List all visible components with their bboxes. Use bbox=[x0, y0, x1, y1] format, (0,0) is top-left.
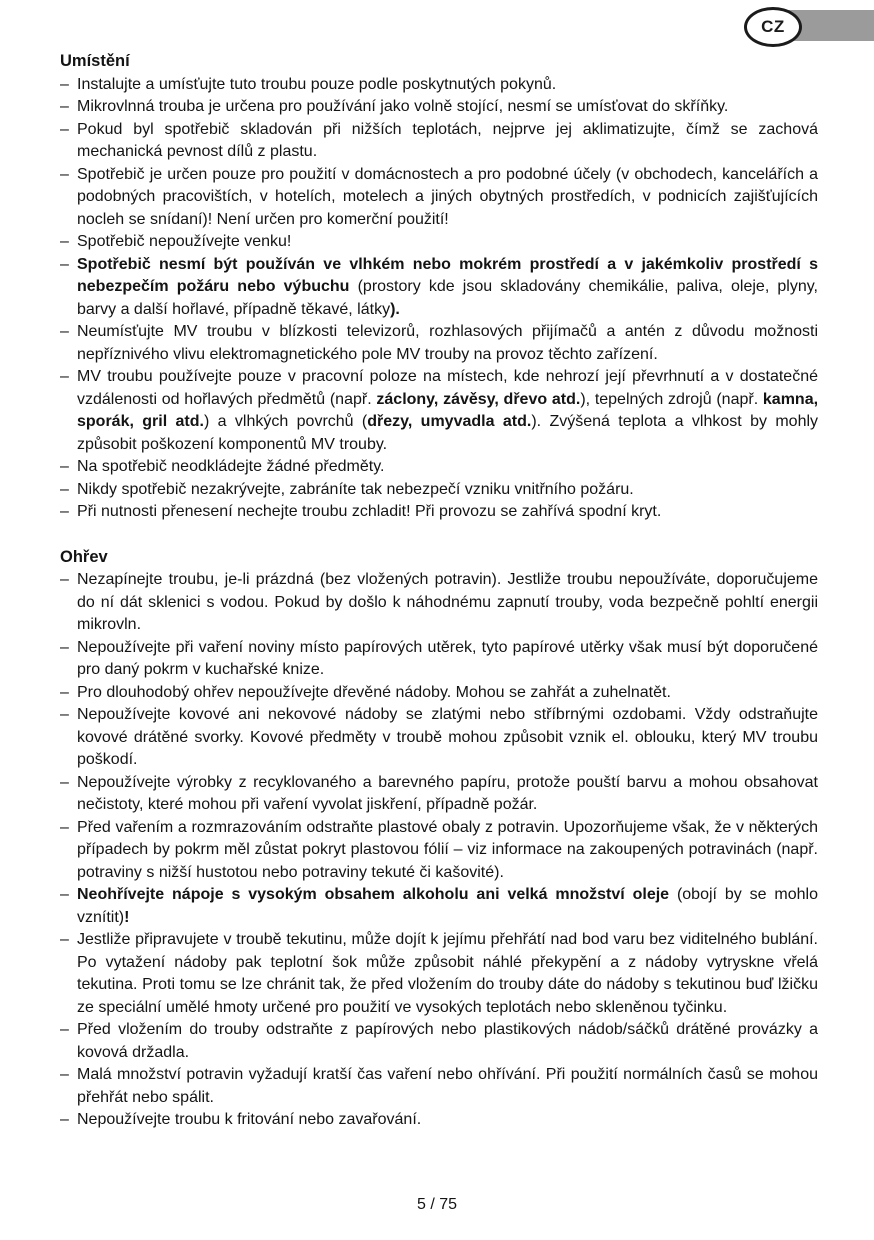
section-heading: Ohřev bbox=[60, 547, 108, 566]
text-segment: MV troubu používejte pouze v pracovní poloze na místech, kde nehrozí její převrhnutí a v dostatečné vzdálenosti od hořlavých předmětů (např. bbox=[77, 368, 818, 408]
item-text bbox=[77, 1019, 818, 1064]
section-umisteni bbox=[60, 50, 818, 524]
list-item bbox=[60, 119, 818, 164]
item-text bbox=[77, 1109, 818, 1132]
page-footer bbox=[0, 1196, 874, 1214]
text-segment: Nepoužívejte troubu k fritování nebo zavařování. bbox=[77, 1111, 422, 1128]
bullet-dash: – bbox=[60, 706, 69, 723]
text-segment: záclony, závěsy, dřevo atd. bbox=[376, 390, 581, 408]
item-text bbox=[77, 569, 818, 637]
text-segment: Spotřebič je určen pouze pro použití v domácnostech a pro podobné účely (v obchodech, kancelářích a podobných pracovištích, v hotelích, motelech a jiných obytných prostředích, v podnicích zajišťujících nocleh se snídaní)! Není určen pro komerční použití! bbox=[77, 165, 818, 228]
list-item bbox=[60, 164, 818, 232]
text-segment: Jestliže připravujete v troubě tekutinu, může dojít k jejímu přehřátí nad bod varu bez viditelného bublání. Po vytažení nádoby pak teplotní šok může způsobit náhlé překypění a z nádoby vytryskne vřelá tekutina. Proti tomu se lze chránit tak, že před vložením do trouby dáte do nádoby s tekutinou buď lžičku ze speciální umělé hmoty určené pro použití ve vysokých teplotách nebo skleněnou tyčinku. bbox=[77, 931, 818, 1016]
text-segment: Nepoužívejte při vaření noviny místo papírových utěrek, tyto papírové utěrky však musí být doporučené pro daný pokrm v kuchařské knize. bbox=[77, 638, 818, 678]
bullet-dash: – bbox=[60, 931, 69, 948]
text-segment: Nikdy spotřebič nezakrývejte, zabráníte tak nebezpečí vzniku vnitřního požáru. bbox=[77, 480, 634, 498]
item-text bbox=[77, 1064, 818, 1109]
bullet-dash: – bbox=[60, 638, 69, 656]
bullet-dash: – bbox=[60, 1021, 69, 1038]
language-badge bbox=[744, 7, 802, 47]
text-segment: Instalujte a umísťujte tuto troubu pouze podle poskytnutých pokynů. bbox=[77, 75, 557, 93]
text-segment: Nezapínejte troubu, je-li prázdná (bez vložených potravin). Jestliže troubu nepoužíváte, doporučujeme do ní dát sklenici s vodou. Pokud by došlo k náhodnému zapnutí trouby, voda bezpečně pohltí energii mikrovln. bbox=[77, 571, 818, 633]
text-segment: kamna, sporák, gril atd. bbox=[77, 390, 819, 430]
text-segment: ) a vlhkých povrchů ( bbox=[203, 413, 368, 430]
list-item bbox=[60, 479, 818, 502]
item-text bbox=[77, 682, 818, 705]
bullet-dash: – bbox=[60, 773, 69, 791]
text-segment: ! bbox=[124, 908, 130, 926]
item-text bbox=[77, 884, 818, 929]
text-segment: Spotřebič nesmí být používán ve vlhkém nebo mokrém prostředí a v jakémkoliv prostředí s nebezpečím požáru nebo výbuchu bbox=[77, 255, 818, 295]
section-heading: Umístění bbox=[60, 52, 130, 70]
text-segment: ). bbox=[390, 300, 400, 318]
list-item bbox=[60, 929, 818, 1019]
list-item bbox=[60, 231, 818, 254]
list-item bbox=[60, 366, 818, 456]
text-segment: Spotřebič nepoužívejte venku! bbox=[77, 233, 292, 250]
text-segment: (obojí by se mohlo vznítit) bbox=[77, 886, 819, 926]
section-ohrev bbox=[60, 546, 818, 1132]
text-segment: Před vložením do trouby odstraňte z papírových nebo plastikových nádob/sáčků drátěné provázky a kovová držadla. bbox=[77, 1021, 818, 1061]
list-item bbox=[60, 456, 818, 479]
item-text bbox=[77, 254, 818, 322]
list-item bbox=[60, 96, 818, 119]
text-segment: Před vařením a rozmrazováním odstraňte plastové obaly z potravin. Upozorňujeme však, že v některých případech by pokrm měl zůstat pokryt plastovou fólií – viz informace na zakoupených potravinách (např. potraviny s nižší hustotou nebo potraviny tekuté či kašovité). bbox=[77, 818, 818, 881]
list-item bbox=[60, 1064, 818, 1109]
bullet-dash: – bbox=[60, 368, 69, 385]
item-text bbox=[77, 704, 818, 772]
text-segment: Pokud byl spotřebič skladován při nižších teplotách, nejprve jej aklimatizujte, čímž se zachová mechanická pevnost dílů z plastu. bbox=[77, 120, 818, 160]
text-segment: Nepoužívejte výrobky z recyklovaného a barevného papíru, protože pouští barvu a mohou obsahovat nečistoty, které mohou při vaření vyvolat jiskření, případně požár. bbox=[77, 773, 818, 813]
item-text bbox=[77, 817, 818, 885]
item-text bbox=[77, 456, 818, 479]
bullet-dash: – bbox=[60, 120, 69, 138]
document-body bbox=[60, 50, 818, 1132]
list-item bbox=[60, 704, 818, 772]
bullet-dash: – bbox=[60, 818, 69, 836]
language-badge-label: CZ bbox=[761, 17, 785, 36]
bullet-dash: – bbox=[60, 886, 69, 903]
text-segment: Neohřívejte nápoje s vysokým obsahem alkoholu ani velká množství oleje bbox=[77, 886, 677, 903]
item-text bbox=[77, 119, 818, 164]
list-item bbox=[60, 254, 818, 322]
bullet-dash: – bbox=[60, 683, 69, 701]
item-text bbox=[77, 96, 818, 119]
text-segment: Při nutnosti přenesení nechejte troubu zchladit! Při provozu se zahřívá spodní kryt. bbox=[77, 503, 662, 520]
list-item bbox=[60, 321, 818, 366]
item-text bbox=[77, 231, 818, 254]
item-text bbox=[77, 637, 818, 682]
item-text bbox=[77, 479, 818, 502]
list-item bbox=[60, 884, 818, 929]
text-segment: Mikrovlnná trouba je určena pro používání jako volně stojící, nesmí se umísťovat do skříňky. bbox=[77, 98, 729, 115]
bullet-dash: – bbox=[60, 233, 69, 250]
list-item bbox=[60, 772, 818, 817]
bullet-dash: – bbox=[60, 503, 69, 520]
list-item bbox=[60, 817, 818, 885]
bullet-dash: – bbox=[60, 323, 69, 340]
item-text bbox=[77, 772, 818, 817]
item-text bbox=[77, 929, 818, 1019]
item-text bbox=[77, 501, 818, 524]
text-segment: Na spotřebič neodkládejte žádné předměty. bbox=[77, 458, 385, 475]
text-segment: Nepoužívejte kovové ani nekovové nádoby se zlatými nebo stříbrnými ozdobami. Vždy odstraňujte kovové drátěné svorky. Kovové předměty v troubě mohou způsobit vznik el. oblouku, který MV troubu poškodí. bbox=[77, 706, 818, 768]
item-text bbox=[77, 164, 818, 232]
bullet-dash: – bbox=[60, 1066, 69, 1083]
list-item bbox=[60, 569, 818, 637]
text-segment: dřezy, umyvadla atd. bbox=[367, 413, 532, 430]
text-segment: ), tepelných zdrojů (např. bbox=[580, 390, 763, 408]
bullet-dash: – bbox=[60, 98, 69, 115]
bullet-dash: – bbox=[60, 480, 69, 498]
list-item bbox=[60, 1019, 818, 1064]
text-segment: Malá množství potravin vyžadují kratší čas vaření nebo ohřívání. Při použití normálních časů se mohou přehřát nebo spálit. bbox=[77, 1066, 818, 1106]
page-number: 5 / 75 bbox=[416, 1196, 458, 1213]
bullet-dash: – bbox=[60, 255, 69, 273]
bullet-dash: – bbox=[60, 571, 69, 588]
bullet-dash: – bbox=[60, 75, 69, 93]
bullet-dash: – bbox=[60, 458, 69, 475]
list-item bbox=[60, 682, 818, 705]
list-item bbox=[60, 637, 818, 682]
item-text bbox=[77, 321, 818, 366]
list-item bbox=[60, 1109, 818, 1132]
text-segment: (prostory kde jsou skladovány chemikálie, paliva, oleje, plyny, barvy a další hořlavé, případně těkavé, látky bbox=[77, 278, 819, 318]
item-text bbox=[77, 366, 818, 456]
list-item bbox=[60, 74, 818, 97]
text-segment: Pro dlouhodobý ohřev nepoužívejte dřevěné nádoby. Mohou se zahřát a zuhelnatět. bbox=[77, 683, 671, 701]
text-segment: Neumísťujte MV troubu v blízkosti televizorů, rozhlasových přijímačů a antén z důvodu možnosti nepříznivého vlivu elektromagnetického pole MV trouby na provoz těchto zařízení. bbox=[77, 323, 818, 363]
bullet-dash: – bbox=[60, 1111, 69, 1128]
list-item bbox=[60, 501, 818, 524]
text-segment: ). Zvýšená teplota a vlhkost by mohly způsobit poškození komponentů MV trouby. bbox=[77, 413, 819, 453]
item-text bbox=[77, 74, 818, 97]
bullet-dash: – bbox=[60, 165, 69, 183]
